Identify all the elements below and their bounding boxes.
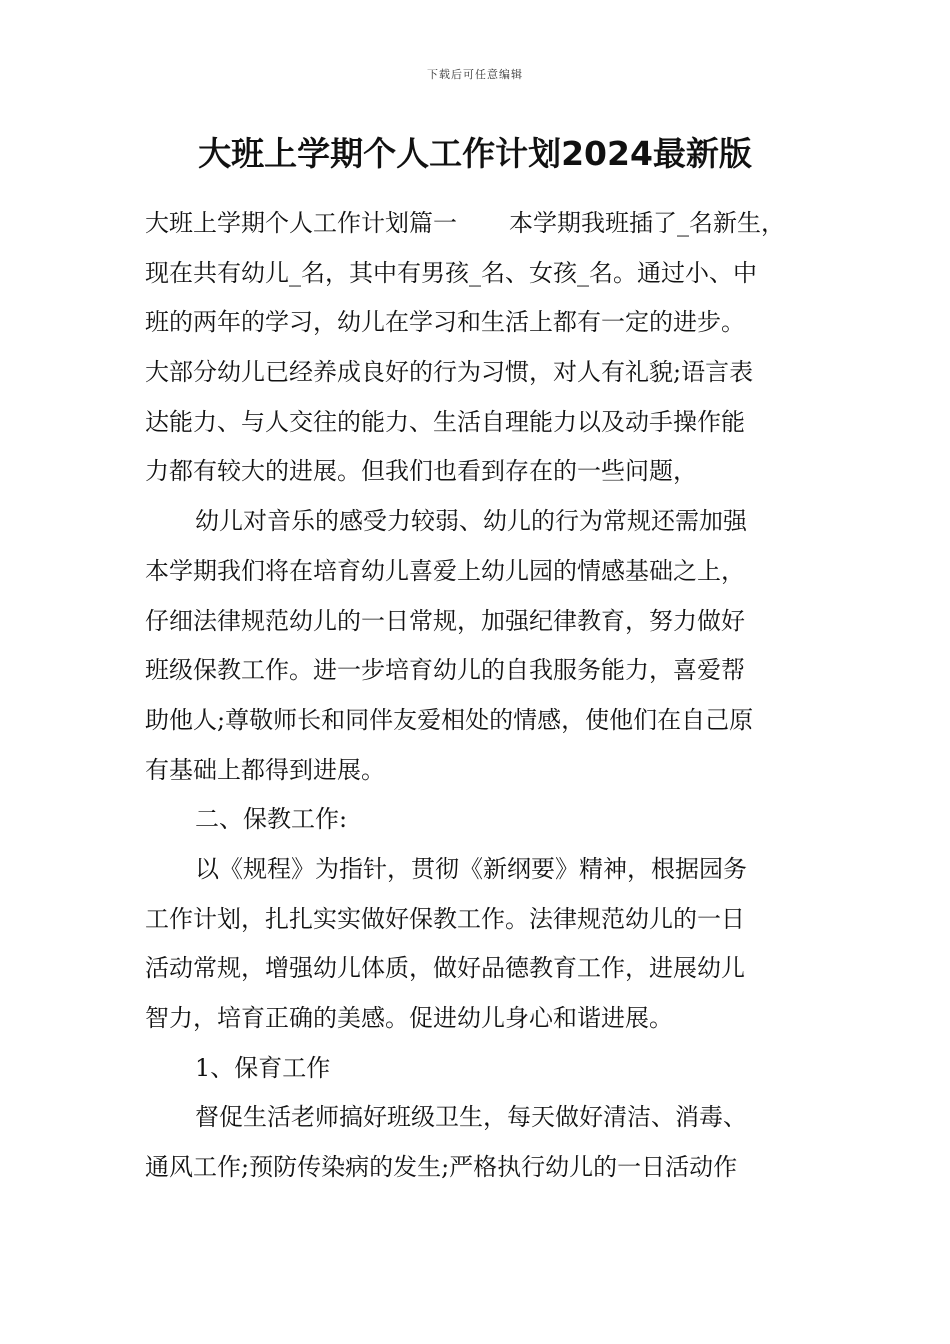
text-line: 大部分幼儿已经养成良好的行为习惯，对人有礼貌;语言表 — [145, 358, 754, 387]
paragraph-text: 本学期我班插了_名新生， — [509, 209, 785, 237]
text-line — [145, 199, 817, 249]
section-heading: 二、保教工作: — [195, 805, 348, 834]
text-line: 督促生活老师搞好班级卫生，每天做好清洁、消毒、 — [195, 1103, 747, 1132]
text-line: 活动常规，增强幼儿体质，做好品德教育工作，进展幼儿 — [145, 954, 745, 983]
text-line: 有基础上都得到进展。 — [145, 755, 385, 784]
text-line: 本学期我们将在培育幼儿喜爱上幼儿园的情感基础之上， — [145, 556, 745, 585]
text-line: 工作计划，扎扎实实做好保教工作。法律规范幼儿的一日 — [145, 904, 745, 933]
text-line: 通风工作;预防传染病的发生;严格执行幼儿的一日活动作 — [145, 1153, 738, 1182]
text-line: 幼儿对音乐的感受力较弱、幼儿的行为常规还需加强 — [195, 507, 747, 536]
text-line: 以《规程》为指针，贯彻《新纲要》精神，根据园务 — [195, 854, 747, 883]
text-line: 力都有较大的进展。但我们也看到存在的一些问题， — [145, 457, 697, 486]
text-line: 现在共有幼儿_名，其中有男孩_名、女孩_名。通过小、中 — [145, 258, 757, 287]
text-line: 班的两年的学习，幼儿在学习和生活上都有一定的进步。 — [145, 308, 745, 337]
document-title: 大班上学期个人工作计划2024最新版 — [198, 134, 752, 173]
text-line: 仔细法律规范幼儿的一日常规，加强纪律教育，努力做好 — [145, 606, 745, 635]
section-heading: 大班上学期个人工作计划篇一 — [145, 209, 457, 237]
document-body — [145, 199, 817, 1193]
text-line: 达能力、与人交往的能力、生活自理能力以及动手操作能 — [145, 407, 745, 436]
text-line: 班级保教工作。进一步培育幼儿的自我服务能力，喜爱帮 — [145, 656, 745, 685]
subsection-heading: 1、保育工作 — [195, 1053, 331, 1082]
header-note: 下载后可任意编辑 — [427, 68, 523, 81]
text-line: 助他人;尊敬师长和同伴友爱相处的情感，使他们在自己原 — [145, 705, 754, 734]
text-line: 智力，培育正确的美感。促进幼儿身心和谐进展。 — [145, 1004, 673, 1032]
